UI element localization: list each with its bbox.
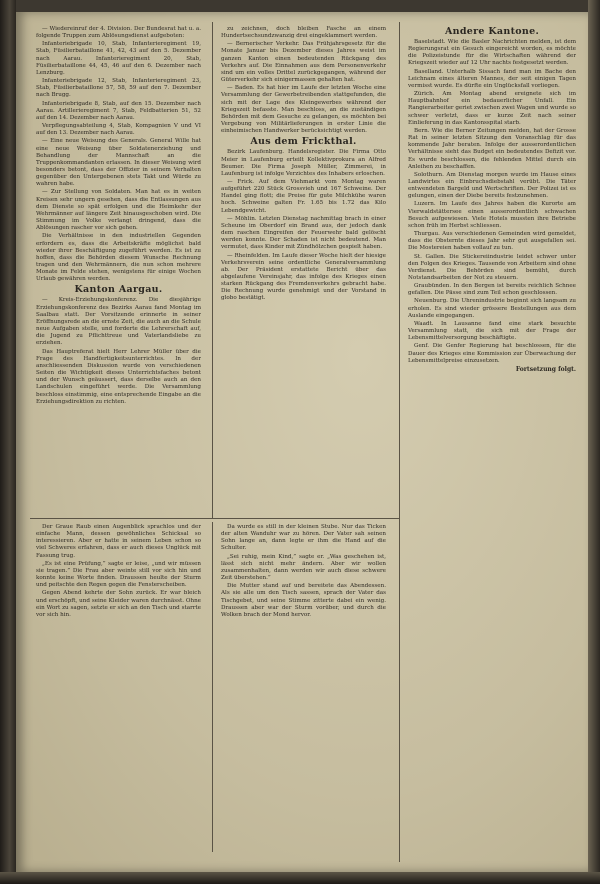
column-rule <box>212 22 213 518</box>
article-paragraph: — Möhlin. Letzten Dienstag nachmittag brach in einer Scheune im Oberdorf ein Brand aus, der jedoch dank dem raschen Eingreifen der Feuerwehr bald gelöscht werden konnte. Der Schaden ist nicht bedeutend. Man vermutet, dass Kinder mit Zündhölzchen gespielt haben. <box>221 215 386 251</box>
book-spine <box>0 0 16 884</box>
column-1 <box>36 26 201 516</box>
continued-note: Fortsetzung folgt. <box>515 365 576 373</box>
article-paragraph: Neuenburg. Die Uhrenindustrie beginnt sich langsam zu erholen. Es sind wieder grössere Bestellungen aus dem Auslande eingegangen. <box>408 298 576 319</box>
column-2 <box>221 26 386 516</box>
page-edge-right <box>588 0 600 884</box>
article-paragraph: — Rheinfelden. Im Laufe dieser Woche hielt der hiesige Verkehrsverein seine ordentliche Generalversammlung ab. Der Präsident erstattete Bericht über das abgelaufene Vereinsjahr, das infolge des Krieges einen starken Rückgang des Fremdenverkehrs gebracht habe. Die Rechnung wurde genehmigt und der Vorstand in globo bestätigt. <box>221 252 386 302</box>
article-paragraph: St. Gallen. Die Stickereiindustrie leidet schwer unter den Folgen des Krieges. Tausende von Arbeitern sind ohne Verdienst. Die Behörden sind bemüht, durch Notstandsarbeiten der Not zu steuern. <box>408 253 576 281</box>
article-paragraph: — Zur Stellung von Soldaten. Man hat es in weiten Kreisen sehr ungern gesehen, dass die Entlassungen aus dem Dienste so spät erfolgen und die Heimkehr der Wehrmänner auf längere Zeit hinausgeschoben wird. Die Stimmung im Volke verlangt dringend, dass die Ablösungen rascher vor sich gehen. <box>36 189 201 232</box>
article-paragraph: Bern. Wie die Berner Zeitungen melden, hat der Grosse Rat in seiner letzten Sitzung den Voranschlag für das kommende Jahr beraten. Infolge der ausserordentlichen Verhältnisse sieht das Budget ein bedeutendes Defizit vor. Es wurde beschlossen, die fehlenden Mittel durch ein Anleihen zu beschaffen. <box>408 127 576 170</box>
section-heading: Kanton Aargau. <box>74 284 163 296</box>
column-3 <box>408 26 576 846</box>
article-paragraph: Graubünden. In den Bergen ist bereits reichlich Schnee gefallen. Die Pässe sind zum Teil schon geschlossen. <box>408 283 576 297</box>
article-paragraph: Solothurn. Am Dienstag morgen wurde im Hause eines Landwirtes ein Einbruchsdiebstahl verübt. Die Täter entwendeten Bargeld und Wertschriften. Der Polizei ist es gelungen, einen der Diebe bereits festzunehmen. <box>408 171 576 200</box>
story-paragraph: Der Graue Raub einen Augenblick sprachlos und der einfache Mann, dessen gewöhnliches Schicksal so interessieren. Aber er hatte in seinem Leben schon so viel Schweres erfahren, dass er auch dieses Unglück mit Fassung trug. <box>36 524 201 559</box>
article-paragraph: Thurgau. Aus verschiedenen Gemeinden wird gemeldet, dass die Obsternte dieses Jahr sehr gut ausgefallen sei. Die Mostereien haben vollauf zu tun. <box>408 231 576 252</box>
article-paragraph: — Bernerischer Verkehr. Das Frühjahrsgesetz für die Monate Januar bis Dezember dieses Jahres weist im ganzen Kanton einen bedeutenden Rückgang des Verkehrs auf. Die Einnahmen aus dem Personenverkehr sind um ein volles Drittel zurückgegangen, während der Güterverkehr sich einigermassen gehalten hat. <box>221 41 386 84</box>
section-divider <box>30 518 399 519</box>
article-paragraph: Genf. Die Genfer Regierung hat beschlossen, für die Dauer des Krieges eine Kommission zur Überwachung der Lebensmittelpreise einzusetzen. <box>408 343 576 364</box>
section-heading: Andere Kantone. <box>444 26 540 37</box>
column-rule <box>212 522 213 852</box>
column-rule <box>399 22 400 862</box>
article-paragraph: Verpflegungsabteilung 4, Stab, Kompagnien V und VI auf den 13. Dezember nach Aarau. <box>36 123 201 137</box>
article-paragraph: — Kreis-Erziehungskonferenz. Die diesjährige Erziehungskonferenz des Bezirks Aarau fand Montag im Saalbau statt. Der Vorsitzende erinnerte in seiner Eröffnungsrede an die ernste Zeit, die auch an die Schule neue Aufgaben stelle, und forderte die Lehrerschaft auf, die Jugend zu Pflichttreue und Vaterlandsliebe zu erziehen. <box>36 297 201 347</box>
story-paragraph: Die Mutter stand auf und bereitete das Abendessen. Als sie alle um den Tisch sassen, sprach der Vater das Tischgebet, und seine Stimme zitterte dabei ein wenig. Draussen aber war der Sturm vorüber, und durch die Wolken brach der Mond hervor. <box>221 583 386 618</box>
article-paragraph: Waadt. In Lausanne fand eine stark besuchte Versammlung statt, die sich mit der Frage der Lebensmittelversorgung beschäftigte. <box>408 320 576 342</box>
page-edge-bottom <box>0 872 600 884</box>
article-paragraph: Zürich. Am Montag abend ereignete sich im Hauptbahnhof ein bedauerlicher Unfall. Ein Rangierarbeiter geriet zwischen zwei Wagen und wurde so schwer verletzt, dass er kurze Zeit nach seiner Einlieferung in das Kantonsspital starb. <box>408 91 576 126</box>
article-paragraph: Luzern. Im Laufe des Jahres haben die Kurorte am Vierwaldstättersee einen ausserordentlich schwachen Besuch aufgewiesen. Viele Hotels mussten ihre Betriebe schon früh im Herbst schliessen. <box>408 201 576 229</box>
section-heading: Aus dem Frickthal. <box>250 136 357 148</box>
story-paragraph: „Es ist eine Prüfung,” sagte er leise, „und wir müssen sie tragen.” Die Frau aber weinte still vor sich hin und konnte keine Worte finden. Draussen heulte der Sturm und peitschte den Regen gegen die Fensterscheiben. <box>36 560 201 589</box>
article-paragraph: Baselstadt. Wie die Basler Nachrichten melden, ist dem Regierungsrat ein Gesuch eingereicht worden, es möchte die Polizeistunde für die Wirtschaften während der Kriegszeit wieder auf 12 Uhr nachts festgesetzt werden. <box>408 39 576 67</box>
article-paragraph: Infanteriebrigade 12, Stab, Infanterieregiment 23, Stab, Füsilierbataillone 57, 58, 59 auf den 7. Dezember nach Brugg. <box>36 78 201 99</box>
article-paragraph: Bezirk Laufenburg. Handelsregister. Die Firma Otto Meier in Laufenburg erteilt Kollektivprokura an Alfred Beumer. Die Firma Joseph Müller, Zimmerei, in Laufenburg ist infolge Verzichtes des Inhabers erloschen. <box>221 149 386 177</box>
story-paragraph: Gegen Abend kehrte der Sohn zurück. Er war bleich und erschöpft, und seine Kleider waren durchnässt. Ohne ein Wort zu sagen, setzte er sich an den Tisch und starrte vor sich hin. <box>36 590 201 618</box>
article-paragraph: — Baden. Es hat hier im Laufe der letzten Woche eine Versammlung der Gewerbetreibenden stattgefunden, die sich mit der Lage des Kleingewerbes während der Kriegszeit befasste. Man beschloss, an die zuständigen Behörden mit dem Gesuche zu gelangen, es möchten bei Vergebung von Militärlieferungen in erster Linie die einheimischen Handwerker berücksichtigt werden. <box>221 85 386 135</box>
feuilleton-column-2 <box>221 524 386 844</box>
story-paragraph: „Sei ruhig, mein Kind,” sagte er. „Was geschehen ist, lässt sich nicht mehr ändern. Aber wir wollen zusammenhalten, dann werden wir auch diese schwere Zeit überstehen.” <box>221 553 386 582</box>
article-paragraph: — Wiedereinruf der 4. Division. Der Bundesrat hat u. a. folgende Truppen zum Ablösungsdienst aufgeboten: <box>36 26 201 40</box>
feuilleton-column-1 <box>36 524 201 844</box>
article-paragraph: — Frick. Auf dem Viehmarkt vom Montag waren aufgeführt 220 Stück Grossvieh und 167 Schweine. Der Handel ging flott; die Preise für gute Milchkühe waren hoch. Schweine galten Fr. 1.65 bis 1.72 das Kilo Lebendgewicht. <box>221 178 386 214</box>
article-paragraph: Infanteriebrigade 8, Stab, auf den 15. Dezember nach Aarau. Artillerieregiment 7, Stab, Feldbatterien 51, 52 auf den 14. Dezember nach Aarau. <box>36 100 201 121</box>
article-paragraph: Die Verhältnisse in den industriellen Gegenden erfordern es, dass die Arbeitskräfte möglichst bald wieder ihrer Beschäftigung zugeführt werden. Es ist zu hoffen, dass die Behörden diesem Wunsche Rechnung tragen und den Wehrmännern, die nun schon mehrere Monate im Felde stehen, wenigstens für einige Wochen Urlaub gewähren werden. <box>36 233 201 283</box>
article-paragraph: — Eine neue Weisung des Generals. General Wille hat eine neue Weisung über Soldatenerziehung und Behandlung der Mannschaft an die Truppenkommandanten erlassen. In dieser Weisung wird besonders betont, dass der Offizier in seinem Verhalten gegenüber den Untergebenen stets Takt und Würde zu wahren habe. <box>36 138 201 188</box>
article-paragraph: Das Hauptreferat hielt Herr Lehrer Müller über die Frage des Handfertigkeitsunterrichtes. In der anschliessenden Diskussion wurde von verschiedenen Seiten die Wichtigkeit dieses Unterrichtsfaches betont und der Wunsch geäussert, dass derselbe auch an den Landschulen eingeführt werde. Die Versammlung beschloss einstimmig, eine entsprechende Eingabe an die Erziehungsdirektion zu richten. <box>36 348 201 405</box>
article-paragraph: Baselland. Unterhalb Sissach fand man im Bache den Leichnam eines älteren Mannes, der seit einigen Tagen vermisst wurde. Es dürfte ein Unglücksfall vorliegen. <box>408 68 576 89</box>
article-paragraph: zu zeichnen, doch bleiben Fasche an einem Hundertsechsundzwanzig drei eingeklammert werden. <box>221 26 386 40</box>
newspaper-page <box>16 12 588 872</box>
article-paragraph: Infanteriebrigade 10, Stab, Infanterieregiment 19, Stab, Füsilierbataillone 41, 42, 43 auf den 5. Dezember nach Aarau. Infanterieregiment 20, Stab, Füsilierbataillone 44, 45, 46 auf den 6. Dezember nach Lenzburg. <box>36 41 201 76</box>
story-paragraph: Da wurde es still in der kleinen Stube. Nur das Ticken der alten Wanduhr war zu hören. Der Vater sah seinen Sohn lange an, dann legte er ihm die Hand auf die Schulter. <box>221 524 386 552</box>
